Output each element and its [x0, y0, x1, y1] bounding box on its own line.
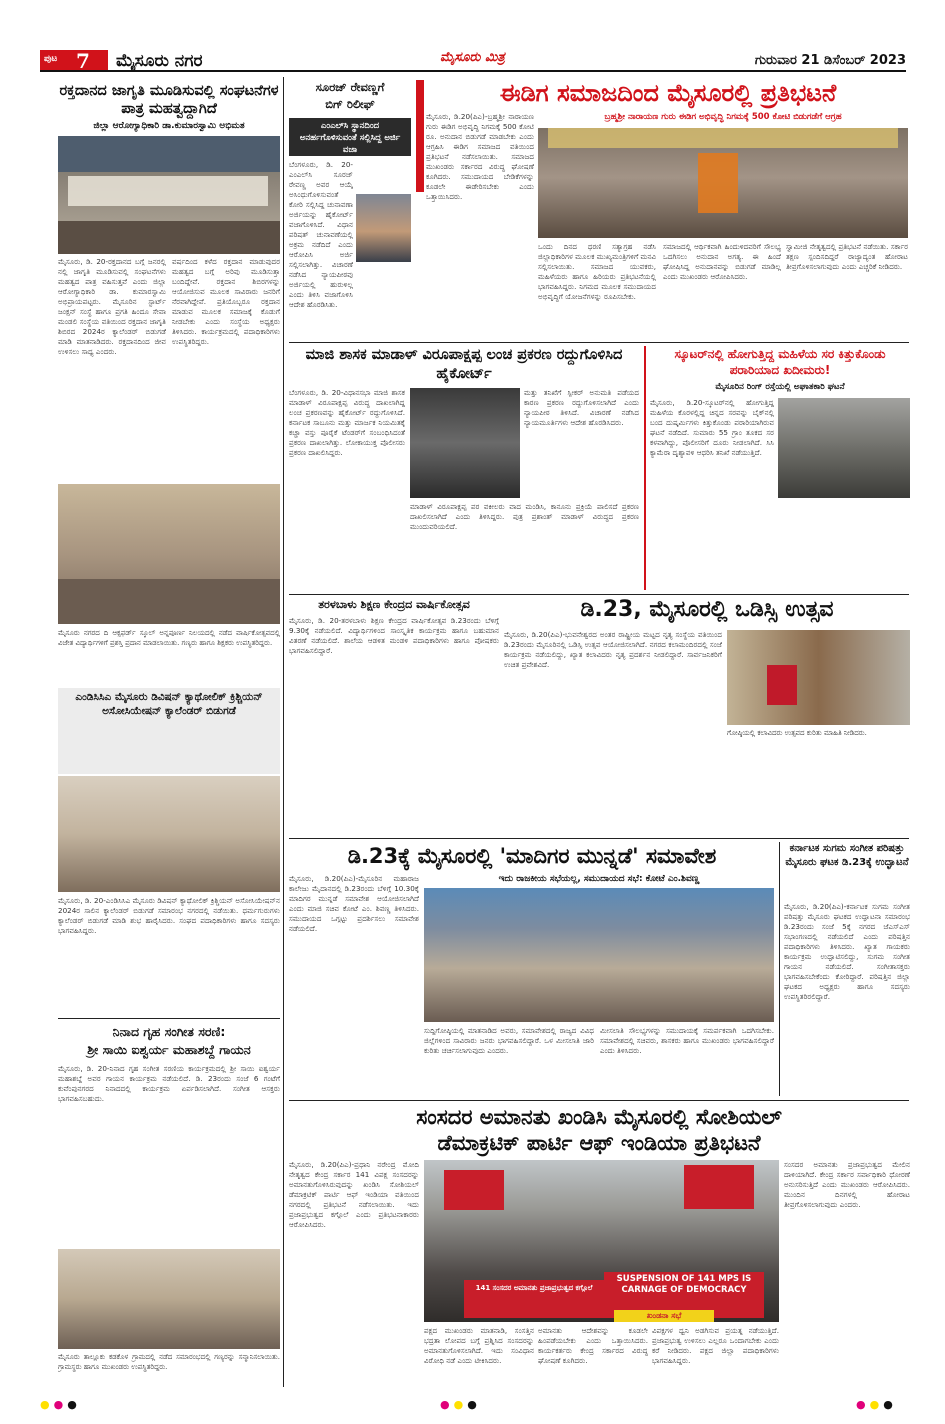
body: ಬೆಂಗಳೂರು, ಡಿ. 20-ಎಂಎಲ್‌ಸಿ ಸೂರಜ್‌ ರೇವಣ್ಣ ಅವರ ಆಯ್ಕೆ ಅಸಿಂಧುಗೊಳಿಸುವಂತೆ ಕೋರಿ ಸಲ್ಲಿಸಿದ್ದ ಚುನಾವಣಾ ಅರ್ಜಿಯನ್ನು ಹೈಕೋರ್ಟ್‌ ವಜಾಗೊಳಿಸಿದೆ. ವಿಧಾನ ಪರಿಷತ್‌ ಚುನಾವಣೆಯಲ್ಲಿ ಅಕ್ರಮ ನಡೆದಿದೆ ಎಂದು ಆರೋಪಿಸಿ ಅರ್ಜಿ ಸಲ್ಲಿಸಲಾಗಿತ್ತು. ವಿಚಾರಣೆ ನಡೆಸಿದ ನ್ಯಾಯಪೀಠವು ಅರ್ಜಿಯಲ್ಲಿ ಹುರುಳಿಲ್ಲ ಎಂದು ತಿಳಿಸಿ ವಜಾಗೊಳಿಸಿ ಆದೇಶ ಹೊರಡಿಸಿತು.	[289, 160, 353, 309]
print-registration-dots-left: ●●●	[40, 1398, 81, 1411]
body: ಮೈಸೂರು, ಡಿ. 20-ನಿನಾದ ಗೃಹ ಸಂಗೀತ ಸರಣಿಯ ಕಾರ್ಯಕ್ರಮದಲ್ಲಿ ಶ್ರೀ ಸಾಯಿ ಐಶ್ವರ್ಯ ಮಹಾಶಬ್ದೆ ಅವರ ಗಾಯನ ಕಾರ್ಯಕ್ರಮ ನಡೆಯಲಿದೆ. ಡಿ. 23ರಂದು ಸಂಜೆ 6 ಗಂಟೆಗೆ ಕುವೆಂಪುನಗರದ ನಿನಾದದಲ್ಲಿ ಕಾರ್ಯಕ್ರಮ ಏರ್ಪಡಿಸಲಾಗಿದೆ. ಸಂಗೀತ ಆಸಕ್ತರು ಭಾಗವಹಿಸಬಹುದು.	[58, 1064, 280, 1103]
body-a: ಮೈಸೂರು, ಡಿ.20(ಪಿಎ)-ಪ್ರಧಾನಿ ನರೇಂದ್ರ ಮೋದಿ ನೇತೃತ್ವದ ಕೇಂದ್ರ ಸರ್ಕಾರ 141 ವಿಪಕ್ಷ ಸಂಸದರನ್ನು ಅಮಾನತುಗೊಳಿಸಿರುವುದನ್ನು ಖಂಡಿಸಿ ಸೋಶಿಯಲ್‌ ಡೆಮಾಕ್ರಟಿಕ್‌ ಪಾರ್ಟಿ ಆಫ್‌ ಇಂಡಿಯಾ ವತಿಯಿಂದ ನಗರದಲ್ಲಿ ಪ್ರತಿಭಟನೆ ನಡೆಸಲಾಯಿತು. ಇದು ಪ್ರಜಾಪ್ರಭುತ್ವದ ಕಗ್ಗೊಲೆ ಎಂದು ಪ್ರತಿಭಟನಾಕಾರರು ಆರೋಪಿಸಿದರು.	[289, 1160, 419, 1229]
photo-calendar-release	[58, 136, 280, 254]
headline: ತರಳಬಾಳು ಶಿಕ್ಷಣ ಕೇಂದ್ರದ ವಾರ್ಷಿಕೋತ್ಸವ	[318, 598, 470, 611]
photo-caption: ಮೈಸೂರು ನಗರದ ದಿ ಆಕ್ಸಫರ್ಡ್‌ ಸ್ಕೂಲ್‌ ಅನ್ನಪೂರ್ಣ ನಿಲಯದಲ್ಲಿ ನಡೆದ ವಾರ್ಷಿಕೋತ್ಸವದಲ್ಲಿ ವಿಜೇತ ವಿದ್ಯಾರ್ಥಿಗಳಿಗೆ ಪ್ರಶಸ್ತಿ ಪ್ರದಾನ ಮಾಡಲಾಯಿತು. ಗಣ್ಯರು ಹಾಗೂ ಶಿಕ್ಷಕರು ಉಪಸ್ಥಿತರಿದ್ದರು.	[58, 629, 280, 647]
body-e: ಸಂಸದರ ಅಮಾನತು ಪ್ರಜಾಪ್ರಭುತ್ವದ ಮೇಲಿನ ದಾಳಿಯಾಗಿದೆ. ಕೇಂದ್ರ ಸರ್ಕಾರ ಸರ್ವಾಧಿಕಾರಿ ಧೋರಣೆ ಅನುಸರಿಸುತ್ತಿದೆ ಎಂದು ಮುಖಂಡರು ಆರೋಪಿಸಿದರು. ಮುಂದಿನ ದಿನಗಳಲ್ಲಿ ಹೋರಾಟ ತೀವ್ರಗೊಳಿಸಲಾಗುವುದು ಎಂದರು.	[784, 1160, 910, 1209]
photo-calendar-group	[58, 776, 280, 892]
photo-school-award	[58, 484, 280, 624]
body-a: ಮೈಸೂರು, ಡಿ.20(ಪಿಎ)-ಬ್ರಹ್ಮಶ್ರೀ ನಾರಾಯಣ ಗುರು ಈಡಿಗ ಅಭಿವೃದ್ಧಿ ನಿಗಮಕ್ಕೆ 500 ಕೋಟಿ ರೂ. ಅನುದಾನ ಬಿಡುಗಡೆ ಮಾಡಬೇಕು ಎಂದು ಆಗ್ರಹಿಸಿ ಈಡಿಗ ಸಮಾಜದ ವತಿಯಿಂದ ಪ್ರತಿಭಟನೆ ನಡೆಸಲಾಯಿತು. ಸಮಾಜದ ಮುಖಂಡರು ಸರ್ಕಾರದ ವಿರುದ್ಧ ಘೋಷಣೆ ಕೂಗಿದರು. ಸಮುದಾಯದ ಬೇಡಿಕೆಗಳನ್ನು ಕೂಡಲೇ ಈಡೇರಿಸಬೇಕು ಎಂದು ಒತ್ತಾಯಿಸಿದರು.	[426, 112, 534, 201]
banner-kannada: 141 ಸಂಸದರ ಅಮಾನತು ಪ್ರಜಾಪ್ರಭುತ್ವದ ಕಗ್ಗೊಲೆ	[464, 1280, 604, 1318]
photo-chain-accused	[778, 398, 910, 498]
page-header	[40, 50, 906, 72]
body-b: ಮತ್ತು ತನಿಖೆಗೆ ಸ್ಪೀಕರ್‌ ಅನುಮತಿ ಪಡೆಯದ ಕಾರಣ ಪ್ರಕರಣ ರದ್ದುಗೊಳಿಸಲಾಗಿದೆ ಎಂದು ನ್ಯಾಯಪೀಠ ತಿಳಿಸಿದೆ. ವಿಚಾರಣೆ ನಡೆಸಿದ ನ್ಯಾಯಮೂರ್ತಿಗಳು ಆದೇಶ ಹೊರಡಿಸಿದರು.	[524, 388, 639, 427]
photo-madal-virupakshappa	[410, 388, 520, 498]
banner-protest-meeting: ಖಂಡನಾ ಸಭೆ	[614, 1310, 714, 1322]
column-rule	[283, 77, 284, 1387]
print-registration-dots-right: ●●●	[856, 1398, 897, 1411]
body-a: ಬೆಂಗಳೂರು, ಡಿ. 20-ವಿಧಾನಸಭಾ ಮಾಜಿ ಶಾಸಕ ಮಾಡಾಳ್‌ ವಿರೂಪಾಕ್ಷಪ್ಪ ವಿರುದ್ಧ ದಾಖಲಾಗಿದ್ದ ಲಂಚ ಪ್ರಕರಣವನ್ನು ಹೈಕೋರ್ಟ್‌ ರದ್ದುಗೊಳಿಸಿದೆ. ಕರ್ನಾಟಕ ಸಾಬೂನು ಮತ್ತು ಮಾರ್ಜಕ ನಿಯಮಿತಕ್ಕೆ ಕಚ್ಚಾ ವಸ್ತು ಪೂರೈಕೆ ಟೆಂಡರ್‌ಗೆ ಸಂಬಂಧಿಸಿದಂತೆ ಪ್ರಕರಣ ದಾಖಲಾಗಿತ್ತು. ಲೋಕಾಯುಕ್ತ ಪೊಲೀಸರು ಪ್ರಕರಣ ದಾಖಲಿಸಿದ್ದರು.	[289, 388, 405, 457]
headline-line-1: ನಿನಾದ ಗೃಹ ಸಂಗೀತ ಸರಣಿ:	[112, 1024, 226, 1039]
subhead: ಜಿಲ್ಲಾ ಆರೋಗ್ಯಾಧಿಕಾರಿ ಡಾ.ಕುಮಾರಸ್ವಾಮಿ ಅಭಿಮತ	[93, 121, 245, 131]
issue-date: ಗುರುವಾರ 21 ಡಿಸೆಂಬರ್ 2023	[754, 53, 906, 68]
photo-madiga-press	[424, 888, 774, 1022]
photo-caption: ಮೈಸೂರು ತಾಲ್ಲೂಕು ಕಡಕೊಳ ಗ್ರಾಮದಲ್ಲಿ ನಡೆದ ಸಮಾರಂಭದಲ್ಲಿ ಗಣ್ಯರನ್ನು ಸನ್ಮಾನಿಸಲಾಯಿತು. ಗ್ರಾಮಸ್ಥರು ಹಾಗೂ ಮುಖಂಡರು ಉಪಸ್ಥಿತರಿದ್ದರು.	[58, 1353, 280, 1371]
headline-line-1: ಸೂರಜ್ ರೇವಣ್ಣಗೆ	[315, 80, 385, 94]
photo-felicitation	[58, 1249, 280, 1349]
headline: ಕರ್ನಾಟಕ ಸುಗಮ ಸಂಗೀತ ಪರಿಷತ್ತು ಮೈಸೂರು ಘಟಕ ಡಿ.23ಕ್ಕೆ ಉದ್ಘಾಟನೆ	[785, 843, 909, 868]
body-left: ಮೈಸೂರು, ಡಿ. 20-ರಕ್ತದಾನದ ಬಗ್ಗೆ ಜನರಲ್ಲಿ ನಲ್ಲಿ ಜಾಗೃತಿ ಮೂಡಿಸುವಲ್ಲಿ ಸಂಘಟನೆಗಳು ಮಹತ್ವದ ಪಾತ್ರ ವಹಿಸುತ್ತವೆ ಎಂದು ಜಿಲ್ಲಾ ಆರೋಗ್ಯಾಧಿಕಾರಿ ಡಾ. ಕುಮಾರಸ್ವಾಮಿ ಅಭಿಪ್ರಾಯಪಟ್ಟರು. ಮೈಸೂರಿನ ಸ್ಟಾರ್ಟ್‌ ಜಂಕ್ಷನ್‌ ಸಂಸ್ಥೆ ಹಾಗೂ ಪ್ರಗತಿ ಹಿಂದೂ ಸೇವಾ ಮಂಡಲಿ ಸಂಸ್ಥೆಯ ವತಿಯಿಂದ ರಕ್ತದಾನ ಜಾಗೃತಿ ಶಿಬಿರದ 2024ರ ಕ್ಯಾಲೆಂಡರ್‌ ಬಿಡುಗಡೆ ಮಾಡಿ ಮಾತನಾಡಿದರು. ರಕ್ತದಾನದಿಂದ ಜೀವ ಉಳಿಸಲು ಸಾಧ್ಯ ಎಂದರು.	[58, 257, 166, 356]
photo-sdpi-protest	[424, 1160, 779, 1322]
headline-line-2: ಶ್ರೀ ಸಾಯಿ ಐಶ್ವರ್ಯ ಮಹಾಶಬ್ದೆ ಗಾಯನ	[87, 1042, 251, 1057]
body: ಮೈಸೂರು, ಡಿ.20-ಸ್ಕೂಟರ್‌ನಲ್ಲಿ ಹೋಗುತ್ತಿದ್ದ ಮಹಿಳೆಯ ಕೊರಳಲ್ಲಿದ್ದ ಚಿನ್ನದ ಸರವನ್ನು ಬೈಕ್‌ನಲ್ಲಿ ಬಂದ ದುಷ್ಕರ್ಮಿಗಳು ಕಿತ್ತುಕೊಂಡು ಪರಾರಿಯಾಗಿರುವ ಘಟನೆ ನಡೆದಿದೆ. ಸುಮಾರು 55 ಗ್ರಾಂ ತೂಕದ ಸರ ಕಳವಾಗಿದ್ದು, ಪೊಲೀಸರಿಗೆ ದೂರು ನೀಡಲಾಗಿದೆ. ಸಿಸಿ ಕ್ಯಾಮೆರಾ ದೃಶ್ಯಾವಳಿ ಆಧರಿಸಿ ತನಿಖೆ ನಡೆಯುತ್ತಿದೆ.	[650, 398, 774, 457]
page-number-tag	[40, 49, 108, 73]
banner-english: SUSPENSION OF 141 MPS IS CARNAGE OF DEMOCRACY	[604, 1272, 764, 1318]
masthead-logo: ಮೈಸೂರು ಮಿತ್ರ	[440, 50, 505, 65]
body-b: ಒಂದು ದಿನದ ಧರಣಿ ಸತ್ಯಾಗ್ರಹ ನಡೆಸಿ ಜಿಲ್ಲಾಧಿಕಾರಿಗಳ ಮೂಲಕ ಮುಖ್ಯಮಂತ್ರಿಗಳಿಗೆ ಮನವಿ ಸಲ್ಲಿಸಲಾಯಿತು. ಸಮಾಜದ ಯುವಕರು, ಮಹಿಳೆಯರು ಹಾಗೂ ಹಿರಿಯರು ಪ್ರತಿಭಟನೆಯಲ್ಲಿ ಭಾಗವಹಿಸಿದ್ದರು. ನಿಗಮದ ಮೂಲಕ ಸಮುದಾಯದ ಅಭಿವೃದ್ಧಿಗೆ ಯೋಜನೆಗಳನ್ನು ರೂಪಿಸಬೇಕು.	[538, 242, 656, 301]
headline-line-1: ಸಂಸದರ ಅಮಾನತು ಖಂಡಿಸಿ ಮೈಸೂರಲ್ಲಿ ಸೋಶಿಯಲ್	[416, 1105, 782, 1129]
headline: ಮಾಜಿ ಶಾಸಕ ಮಾಡಾಳ್ ವಿರೂಪಾಕ್ಷಪ್ಪ ಲಂಚ ಪ್ರಕರಣ ರದ್ದುಗೊಳಿಸಿದ ಹೈಕೋರ್ಟ್	[305, 347, 623, 382]
headline: ಡಿ.23, ಮೈಸೂರಲ್ಲಿ ಒಡಿಸ್ಸಿ ಉತ್ಸವ	[580, 597, 834, 622]
body-d: ಸ್ವಾಮೀಜಿ ನೇತೃತ್ವದಲ್ಲಿ ಪ್ರತಿಭಟನೆ ನಡೆಯಿತು. ಸರ್ಕಾರ ತಕ್ಷಣ ಸ್ಪಂದಿಸದಿದ್ದರೆ ರಾಜ್ಯಾದ್ಯಂತ ಹೋರಾಟ ತೀವ್ರಗೊಳಿಸಲಾಗುವುದು ಎಂದು ಎಚ್ಚರಿಕೆ ನೀಡಿದರು.	[786, 242, 908, 271]
headline: ಈಡಿಗ ಸಮಾಜದಿಂದ ಮೈಸೂರಲ್ಲಿ ಪ್ರತಿಭಟನೆ	[499, 79, 837, 107]
headline: ರಕ್ತದಾನದ ಜಾಗೃತಿ ಮೂಡಿಸುವಲ್ಲಿ ಸಂಘಟನೆಗಳ ಪಾತ್ರ ಮಹತ್ವದ್ದಾಗಿದೆ	[59, 83, 279, 117]
headline: ಎಂಡಿಸಿಸಿಎ ಮೈಸೂರು ಡಿವಿಷನ್ ಕ್ಯಾಥೋಲಿಕ್ ಕ್ರಿಶ್ಚಿಯನ್ ಅಸೋಸಿಯೇಷನ್ ಕ್ಯಾಲೆಂಡರ್ ಬಿಡುಗಡೆ	[75, 691, 263, 717]
page-label: ಪುಟ	[44, 54, 58, 64]
body: ಮೈಸೂರು, ಡಿ. 20-ತರಳಬಾಳು ಶಿಕ್ಷಣ ಕೇಂದ್ರದ ವಾರ್ಷಿಕೋತ್ಸವ ಡಿ.23ರಂದು ಬೆಳಿಗ್ಗೆ 9.30ಕ್ಕೆ ನಡೆಯಲಿದೆ. ವಿದ್ಯಾರ್ಥಿಗಳಿಂದ ಸಾಂಸ್ಕೃತಿಕ ಕಾರ್ಯಕ್ರಮ ಹಾಗೂ ಬಹುಮಾನ ವಿತರಣೆ ನಡೆಯಲಿದೆ. ಶಾಲೆಯ ಆಡಳಿತ ಮಂಡಳಿ ಪದಾಧಿಕಾರಿಗಳು ಹಾಗೂ ಪೋಷಕರು ಭಾಗವಹಿಸಲಿದ್ದಾರೆ.	[289, 616, 499, 655]
body-right: ವರ್ಷದಿಂದ ಕಳೆದ ರಕ್ತದಾನ ಮಾಡುವುದರ ಮಹತ್ವದ ಬಗ್ಗೆ ಅರಿವು ಮೂಡಿಸುತ್ತಾ ಬಂದಿದ್ದೇವೆ. ರಕ್ತದಾನ ಶಿಬಿರಗಳನ್ನು ಆಯೋಜಿಸುವ ಮೂಲಕ ಸಾವಿರಾರು ಜನರಿಗೆ ನೆರವಾಗಿದ್ದೇವೆ. ಪ್ರತಿಯೊಬ್ಬರೂ ರಕ್ತದಾನ ಮಾಡುವ ಮೂಲಕ ಸಮಾಜಕ್ಕೆ ಕೊಡುಗೆ ನೀಡಬೇಕು ಎಂದು ಸಂಸ್ಥೆಯ ಅಧ್ಯಕ್ಷರು ತಿಳಿಸಿದರು. ಕಾರ್ಯಕ್ರಮದಲ್ಲಿ ಪದಾಧಿಕಾರಿಗಳು ಉಪಸ್ಥಿತರಿದ್ದರು.	[172, 257, 280, 346]
body-a: ಮೈಸೂರು, ಡಿ.20(ಪಿಎ)-ಮೈಸೂರಿನ ಮಹಾರಾಜ ಕಾಲೇಜು ಮೈದಾನದಲ್ಲಿ ಡಿ.23ರಂದು ಬೆಳಿಗ್ಗೆ 10.30ಕ್ಕೆ ಮಾದಿಗರ ಮುನ್ನಡೆ ಸಮಾವೇಶ ಆಯೋಜಿಸಲಾಗಿದೆ ಎಂದು ಮಾಜಿ ಸಚಿವ ಕೋಟೆ ಎಂ. ಶಿವಣ್ಣ ತಿಳಿಸಿದರು. ಸಮುದಾಯದ ಒಗ್ಗಟ್ಟು ಪ್ರದರ್ಶಿಸಲು ಸಮಾವೇಶ ನಡೆಯಲಿದೆ.	[289, 874, 419, 933]
subhead: ಬ್ರಹ್ಮಶ್ರೀ ನಾರಾಯಣ ಗುರು ಈಡಿಗ ಅಭಿವೃದ್ಧಿ ನಿಗಮಕ್ಕೆ 500 ಕೋಟಿ ಬಿಡುಗಡೆಗೆ ಆಗ್ರಹ	[604, 112, 842, 122]
section-title: ಮೈಸೂರು ನಗರ	[116, 51, 203, 71]
body-b: ಪಕ್ಷದ ಮುಖಂಡರು ಮಾತನಾಡಿ, ಸಂಸತ್ತಿನ ಭದ್ರತಾ ಲೋಪದ ಬಗ್ಗೆ ಪ್ರಶ್ನಿಸಿದ ಸಂಸದರನ್ನು ಅಮಾನತುಗೊಳಿಸಲಾಗಿದೆ. ಇದು ಸಂವಿಧಾನ ವಿರೋಧಿ ನಡೆ ಎಂದು ಟೀಕಿಸಿದರು.	[424, 1326, 534, 1365]
body-c: ಅಮಾನತು ಆದೇಶವನ್ನು ಕೂಡಲೇ ಹಿಂಪಡೆಯಬೇಕು ಎಂದು ಒತ್ತಾಯಿಸಿದರು. ಕಾರ್ಯಕರ್ತರು ಕೇಂದ್ರ ಸರ್ಕಾರದ ವಿರುದ್ಧ ಘೋಷಣೆ ಕೂಗಿದರು.	[538, 1326, 648, 1365]
body-c: ಸಮಾಜದಲ್ಲಿ ಆರ್ಥಿಕವಾಗಿ ಹಿಂದುಳಿದವರಿಗೆ ಸೌಲಭ್ಯ ಒದಗಿಸಲು ಅನುದಾನ ಅಗತ್ಯ. ಈ ಹಿಂದೆ ಘೋಷಿಸಿದ್ದ ಅನುದಾನವನ್ನು ಬಿಡುಗಡೆ ಮಾಡಿಲ್ಲ ಎಂದು ಮುಖಂಡರು ಆರೋಪಿಸಿದರು.	[663, 242, 781, 281]
headline: ಡಿ.23ಕ್ಕೆ ಮೈಸೂರಲ್ಲಿ 'ಮಾದಿಗರ ಮುನ್ನಡೆ' ಸಮಾವೇಶ	[347, 844, 717, 868]
photo-odissi-press	[727, 630, 910, 725]
print-registration-dots-center: ●●●	[440, 1398, 481, 1411]
subhead: ಮೈಸೂರಿನ ರಿಂಗ್ ರಸ್ತೆಯಲ್ಲಿ ಅಘಾತಕಾರಿ ಘಟನೆ	[715, 382, 845, 392]
body-c: ಮೀಸಲಾತಿ ಸೌಲಭ್ಯಗಳನ್ನು ಸಮುದಾಯಕ್ಕೆ ಸಮರ್ಪಕವಾಗಿ ಒದಗಿಸಬೇಕು. ಸಮಾವೇಶದಲ್ಲಿ ಸಚಿವರು, ಶಾಸಕರು ಹಾಗೂ ಮುಖಂಡರು ಭಾಗವಹಿಸಲಿದ್ದಾರೆ ಎಂದು ತಿಳಿಸಿದರು.	[600, 1026, 774, 1055]
body: ಮೈಸೂರು, ಡಿ.20(ಪಿಎ)-ಭುವನೇಶ್ವರದ ಅಂತರ ರಾಷ್ಟ್ರೀಯ ಮಟ್ಟದ ನೃತ್ಯ ಸಂಸ್ಥೆಯ ವತಿಯಿಂದ ಡಿ.23ರಂದು ಮೈಸೂರಿನಲ್ಲಿ ಒಡಿಸ್ಸಿ ಉತ್ಸವ ಆಯೋಜಿಸಲಾಗಿದೆ. ನಗರದ ಕಲಾಮಂದಿರದಲ್ಲಿ ಸಂಜೆ ಕಾರ್ಯಕ್ರಮ ನಡೆಯಲಿದ್ದು, ಖ್ಯಾತ ಕಲಾವಿದರು ನೃತ್ಯ ಪ್ರದರ್ಶನ ನೀಡಲಿದ್ದಾರೆ. ಸಾರ್ವಜನಿಕರಿಗೆ ಉಚಿತ ಪ್ರವೇಶವಿದೆ.	[504, 630, 722, 669]
body-c: ಮಾಡಾಳ್‌ ವಿರೂಪಾಕ್ಷಪ್ಪ ಪರ ವಕೀಲರು ವಾದ ಮಂಡಿಸಿ, ಕಾನೂನು ಪ್ರಕ್ರಿಯೆ ಪಾಲಿಸದೆ ಪ್ರಕರಣ ದಾಖಲಿಸಲಾಗಿದೆ ಎಂದು ತಿಳಿಸಿದ್ದರು. ಪುತ್ರ ಪ್ರಶಾಂತ್‌ ಮಾಡಾಳ್‌ ವಿರುದ್ಧದ ಪ್ರಕರಣ ಮುಂದುವರಿಯಲಿದೆ.	[410, 502, 639, 531]
photo-idiga-protest	[538, 128, 908, 238]
headline: ಸ್ಕೂಟರ್‌ನಲ್ಲಿ ಹೋಗುತ್ತಿದ್ದ ಮಹಿಳೆಯ ಸರ ಕಿತ್ತುಕೊಂಡು ಪರಾರಿಯಾದ ಖದೀಮರು!	[674, 347, 886, 377]
body-d: ವಿಪಕ್ಷಗಳ ಧ್ವನಿ ಅಡಗಿಸುವ ಪ್ರಯತ್ನ ನಡೆಯುತ್ತಿದೆ. ಪ್ರಜಾಪ್ರಭುತ್ವ ಉಳಿಸಲು ಎಲ್ಲರೂ ಒಂದಾಗಬೇಕು ಎಂದು ಕರೆ ನೀಡಿದರು. ಪಕ್ಷದ ಜಿಲ್ಲಾ ಪದಾಧಿಕಾರಿಗಳು ಭಾಗವಹಿಸಿದ್ದರು.	[652, 1326, 779, 1365]
headline-line-2: ಬಿಗ್ ರಿಲೀಫ್	[325, 97, 375, 111]
body-b: ಸುದ್ದಿಗೋಷ್ಠಿಯಲ್ಲಿ ಮಾತನಾಡಿದ ಅವರು, ಸಮಾವೇಶದಲ್ಲಿ ರಾಜ್ಯದ ವಿವಿಧ ಜಿಲ್ಲೆಗಳಿಂದ ಸಾವಿರಾರು ಜನರು ಭಾಗವಹಿಸಲಿದ್ದಾರೆ. ಒಳ ಮೀಸಲಾತಿ ಜಾರಿ ಕುರಿತು ಚರ್ಚಿಸಲಾಗುವುದು ಎಂದರು.	[424, 1026, 594, 1055]
subhead: ಇದು ರಾಜಕೀಯ ಸಭೆಯಲ್ಲ, ಸಮುದಾಯದ ಸಭೆ: ಕೋಟೆ ಎಂ.ಶಿವಣ್ಣ	[498, 874, 700, 884]
subhead-box: ಎಂಎಲ್‌ಸಿ ಸ್ಥಾನದಿಂದ ಅನರ್ಹಗೊಳಿಸುವಂತೆ ಸಲ್ಲಿಸಿದ್ದ ಅರ್ಜಿ ವಜಾ	[289, 118, 411, 156]
photo-suraj-revanna	[356, 194, 411, 262]
body: ಮೈಸೂರು, ಡಿ. 20-ಎಂಡಿಸಿಸಿಎ ಮೈಸೂರು ಡಿವಿಷನ್ ಕ್ಯಾಥೋಲಿಕ್ ಕ್ರಿಶ್ಚಿಯನ್ ಅಸೋಸಿಯೇಷನ್‌ನ 2024ರ ಸಾಲಿನ ಕ್ಯಾಲೆಂಡರ್‌ ಬಿಡುಗಡೆ ಸಮಾರಂಭ ನಗರದಲ್ಲಿ ನಡೆಯಿತು. ಧರ್ಮಗುರುಗಳು ಕ್ಯಾಲೆಂಡರ್‌ ಬಿಡುಗಡೆ ಮಾಡಿ ಶುಭ ಹಾರೈಸಿದರು. ಸಂಘದ ಪದಾಧಿಕಾರಿಗಳು ಹಾಗೂ ಸದಸ್ಯರು ಭಾಗವಹಿಸಿದ್ದರು.	[58, 896, 280, 935]
headline-line-2: ಡೆಮಾಕ್ರಟಿಕ್ ಪಾರ್ಟಿ ಆಫ್ ಇಂಡಿಯಾ ಪ್ರತಿಭಟನೆ	[437, 1131, 761, 1155]
photo-caption: ಗೋಷ್ಠಿಯಲ್ಲಿ ಕಲಾವಿದರು ಉತ್ಸವದ ಕುರಿತು ಮಾಹಿತಿ ನೀಡಿದರು.	[727, 729, 867, 737]
page-number: 7	[76, 49, 90, 73]
body: ಮೈಸೂರು, ಡಿ.20(ಪಿಎ)-ಕರ್ನಾಟಕ ಸುಗಮ ಸಂಗೀತ ಪರಿಷತ್ತು ಮೈಸೂರು ಘಟಕದ ಉದ್ಘಾಟನಾ ಸಮಾರಂಭ ಡಿ.23ರಂದು ಸಂಜೆ 5ಕ್ಕೆ ನಗರದ ಜೆಎಸ್‌ಎಸ್‌ ಸಭಾಂಗಣದಲ್ಲಿ ನಡೆಯಲಿದೆ ಎಂದು ಪರಿಷತ್ತಿನ ಪದಾಧಿಕಾರಿಗಳು ತಿಳಿಸಿದರು. ಖ್ಯಾತ ಗಾಯಕರು ಕಾರ್ಯಕ್ರಮ ಉದ್ಘಾಟಿಸಲಿದ್ದು, ಸುಗಮ ಸಂಗೀತ ಗಾಯನ ನಡೆಯಲಿದೆ. ಸಂಗೀತಾಸಕ್ತರು ಭಾಗವಹಿಸಬೇಕೆಂದು ಕೋರಿದ್ದಾರೆ. ಪರಿಷತ್ತಿನ ಜಿಲ್ಲಾ ಘಟಕದ ಅಧ್ಯಕ್ಷರು ಹಾಗೂ ಸದಸ್ಯರು ಉಪಸ್ಥಿತರಿರಲಿದ್ದಾರೆ.	[784, 902, 910, 1001]
